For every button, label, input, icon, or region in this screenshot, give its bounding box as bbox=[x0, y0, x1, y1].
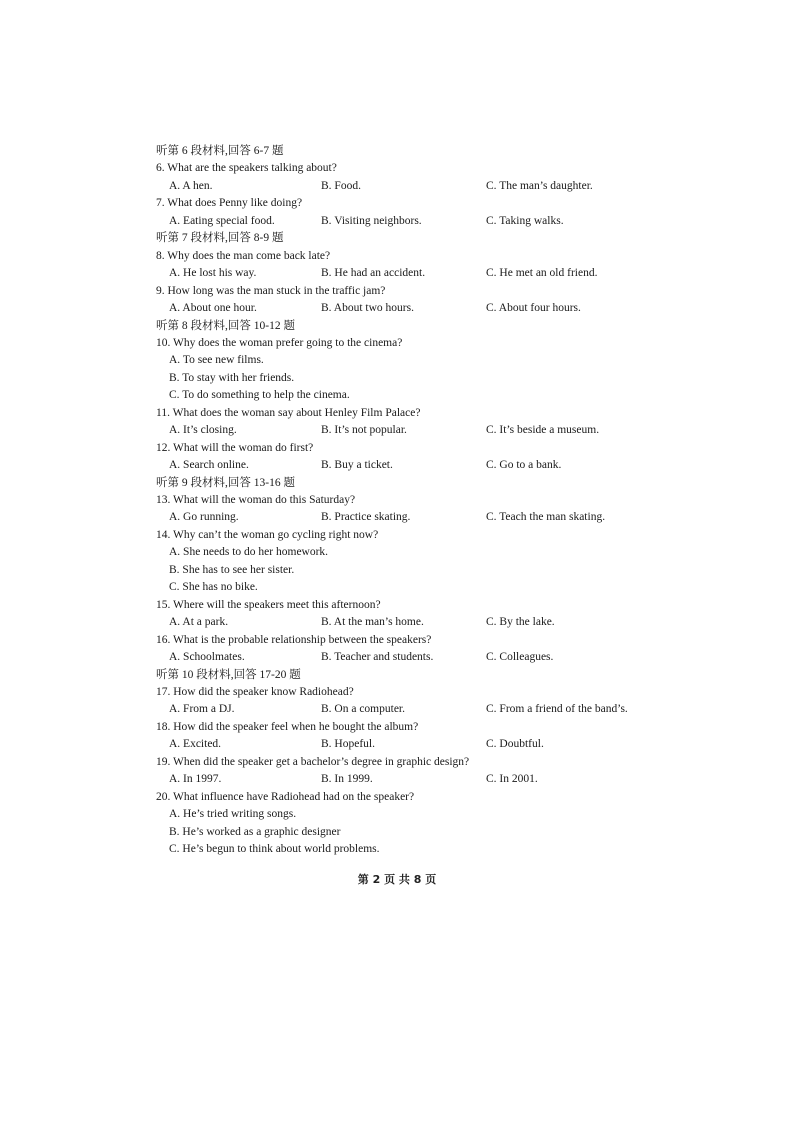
question-text: 18. How did the speaker feel when he bought the album? bbox=[156, 720, 419, 733]
option-line: C. She has no bike. bbox=[169, 581, 258, 594]
section-heading: 听第 9 段材料,回答 13-16 题 bbox=[156, 476, 295, 489]
option-c: C. Doubtful. bbox=[486, 738, 544, 751]
option-line-row bbox=[0, 370, 794, 387]
option-b: B. Food. bbox=[321, 179, 361, 192]
question-text: 7. What does Penny like doing? bbox=[156, 197, 303, 210]
options-row bbox=[0, 457, 794, 474]
options-row bbox=[0, 178, 794, 195]
question-text: 12. What will the woman do first? bbox=[156, 441, 314, 454]
option-c: C. In 2001. bbox=[486, 773, 538, 786]
option-a: A. In 1997. bbox=[169, 773, 222, 786]
option-b: B. It’s not popular. bbox=[321, 424, 407, 437]
question-text-row bbox=[0, 440, 794, 457]
option-a: A. Eating special food. bbox=[169, 214, 275, 227]
question-text: 8. Why does the man come back late? bbox=[156, 249, 331, 262]
option-b: B. Hopeful. bbox=[321, 738, 375, 751]
question-text-row bbox=[0, 160, 794, 177]
option-line: C. To do something to help the cinema. bbox=[169, 389, 350, 402]
question-text-row bbox=[0, 195, 794, 212]
question-text-row bbox=[0, 789, 794, 806]
option-c: C. From a friend of the band’s. bbox=[486, 703, 628, 716]
option-c: C. Teach the man skating. bbox=[486, 511, 606, 524]
section-heading: 听第 6 段材料,回答 6-7 题 bbox=[156, 145, 284, 157]
option-c: C. About four hours. bbox=[486, 302, 581, 314]
option-b: B. In 1999. bbox=[321, 773, 373, 786]
option-a: A. From a DJ. bbox=[169, 703, 235, 716]
options-row bbox=[0, 422, 794, 439]
option-c: C. Colleagues. bbox=[486, 651, 554, 663]
option-a: A. About one hour. bbox=[169, 302, 257, 314]
question-text: 13. What will the woman do this Saturday? bbox=[156, 494, 356, 506]
option-b: B. About two hours. bbox=[321, 302, 414, 314]
question-text: 10. Why does the woman prefer going to the cinema? bbox=[156, 336, 403, 349]
question-text-row bbox=[0, 684, 794, 701]
option-c: C. By the lake. bbox=[486, 616, 555, 629]
option-a: A. Excited. bbox=[169, 738, 222, 751]
question-text: 20. What influence have Radiohead had on the speaker? bbox=[156, 790, 415, 803]
option-a: A. Go running. bbox=[169, 511, 239, 524]
option-a: A. He lost his way. bbox=[169, 267, 257, 280]
option-c: C. It’s beside a museum. bbox=[486, 424, 600, 437]
option-a: A. Search online. bbox=[169, 459, 249, 472]
section-heading: 听第 8 段材料,回答 10-12 题 bbox=[156, 319, 295, 332]
option-line-row bbox=[0, 352, 794, 369]
option-c: C. Go to a bank. bbox=[486, 459, 562, 472]
question-text: 9. How long was the man stuck in the traffic jam? bbox=[156, 284, 386, 297]
question-text: 6. What are the speakers talking about? bbox=[156, 162, 337, 175]
question-text-row bbox=[0, 597, 794, 614]
option-a: A. It’s closing. bbox=[169, 424, 237, 437]
question-text: 16. What is the probable relationship between the speakers? bbox=[156, 633, 432, 646]
section-heading-row bbox=[0, 667, 794, 684]
question-text: 15. Where will the speakers meet this afternoon? bbox=[156, 598, 381, 611]
option-a: A. A hen. bbox=[169, 179, 213, 192]
option-line-row bbox=[0, 562, 794, 579]
option-b: B. Buy a ticket. bbox=[321, 459, 393, 472]
question-text-row bbox=[0, 492, 794, 509]
question-text-row bbox=[0, 632, 794, 649]
option-line: C. He’s begun to think about world problems. bbox=[169, 843, 380, 855]
option-line: A. He’s tried writing songs. bbox=[169, 808, 297, 821]
option-a: A. At a park. bbox=[169, 616, 229, 629]
option-a: A. Schoolmates. bbox=[169, 651, 245, 663]
option-b: B. At the man’s home. bbox=[321, 616, 424, 629]
option-line-row bbox=[0, 841, 794, 858]
question-text-row bbox=[0, 719, 794, 736]
options-row bbox=[0, 509, 794, 526]
section-heading: 听第 10 段材料,回答 17-20 题 bbox=[156, 668, 301, 681]
option-line: B. To stay with her friends. bbox=[169, 371, 295, 384]
page-number: 第 2 页 共 8 页 bbox=[357, 873, 437, 886]
options-row bbox=[0, 701, 794, 718]
options-row bbox=[0, 265, 794, 282]
option-b: B. Practice skating. bbox=[321, 511, 411, 524]
option-line: A. To see new films. bbox=[169, 354, 264, 367]
question-text: 19. When did the speaker get a bachelor’s degree in graphic design? bbox=[156, 755, 470, 768]
option-line-row bbox=[0, 544, 794, 561]
option-c: C. Taking walks. bbox=[486, 214, 564, 227]
option-line-row bbox=[0, 824, 794, 841]
question-text-row bbox=[0, 527, 794, 544]
section-heading-row bbox=[0, 230, 794, 247]
option-line-row bbox=[0, 579, 794, 596]
option-b: B. Teacher and students. bbox=[321, 651, 434, 663]
options-row bbox=[0, 771, 794, 788]
question-text: 14. Why can’t the woman go cycling right now? bbox=[156, 528, 379, 541]
question-text: 17. How did the speaker know Radiohead? bbox=[156, 685, 354, 698]
option-b: B. On a computer. bbox=[321, 703, 405, 716]
option-line: B. He’s worked as a graphic designer bbox=[169, 825, 341, 838]
options-row bbox=[0, 300, 794, 317]
question-text-row bbox=[0, 283, 794, 300]
option-line-row bbox=[0, 387, 794, 404]
question-text-row bbox=[0, 335, 794, 352]
section-heading-row bbox=[0, 143, 794, 160]
option-c: C. The man’s daughter. bbox=[486, 179, 593, 192]
question-text-row bbox=[0, 405, 794, 422]
question-text-row bbox=[0, 248, 794, 265]
option-c: C. He met an old friend. bbox=[486, 267, 598, 280]
question-text-row bbox=[0, 754, 794, 771]
question-text: 11. What does the woman say about Henley Film Palace? bbox=[156, 406, 421, 419]
option-line-row bbox=[0, 806, 794, 823]
section-heading: 听第 7 段材料,回答 8-9 题 bbox=[156, 232, 284, 245]
options-row bbox=[0, 649, 794, 666]
options-row bbox=[0, 213, 794, 230]
option-b: B. He had an accident. bbox=[321, 267, 426, 280]
option-b: B. Visiting neighbors. bbox=[321, 214, 422, 227]
option-line: A. She needs to do her homework. bbox=[169, 546, 329, 559]
options-row bbox=[0, 614, 794, 631]
section-heading-row bbox=[0, 318, 794, 335]
option-line: B. She has to see her sister. bbox=[169, 563, 295, 576]
options-row bbox=[0, 736, 794, 753]
section-heading-row bbox=[0, 475, 794, 492]
